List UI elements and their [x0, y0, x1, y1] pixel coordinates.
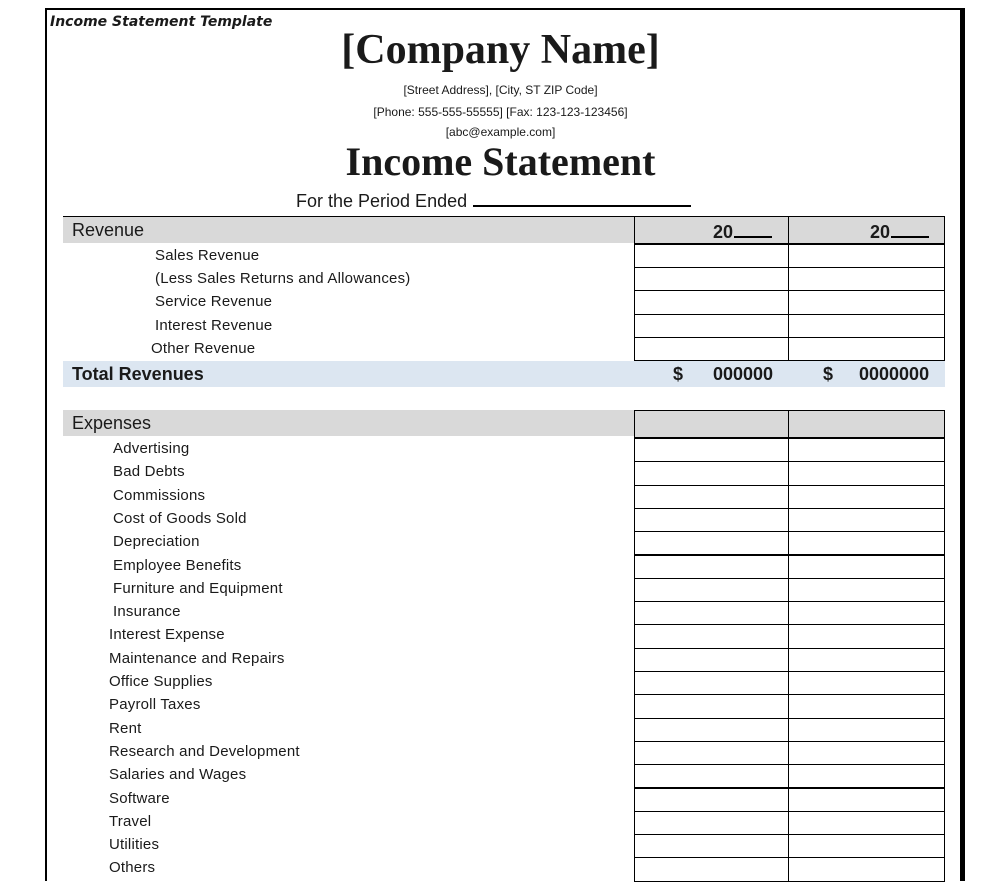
expense-row-year2-cell[interactable]: [788, 718, 945, 742]
expense-row-year1-cell[interactable]: [634, 485, 789, 509]
year1-prefix: 20: [713, 222, 734, 242]
expenses-section-title: Expenses: [72, 413, 152, 433]
revenue-header-band: [63, 217, 635, 243]
expense-row-year2-cell[interactable]: [788, 555, 945, 579]
page-border-top: [45, 8, 965, 10]
expense-row-label: Commissions: [113, 486, 206, 504]
expense-row-year2-cell[interactable]: [788, 834, 945, 858]
expense-row-year2-cell[interactable]: [788, 857, 945, 881]
revenue-row-year2-cell[interactable]: [788, 244, 945, 268]
total-revenues-year1[interactable]: 000000: [713, 364, 774, 384]
year2-blank[interactable]: [891, 220, 929, 238]
expense-row-year1-cell[interactable]: [634, 718, 789, 742]
expense-row-label: Furniture and Equipment: [113, 579, 283, 597]
expenses-year1-header-cell[interactable]: [634, 410, 789, 438]
company-phone-fax[interactable]: [Phone: 555-555-55555] [Fax: 123-123-123456]: [373, 105, 628, 119]
company-name[interactable]: [Company Name]: [341, 27, 660, 73]
expense-row-year1-cell[interactable]: [634, 578, 789, 602]
expense-row-label: Rent: [109, 719, 142, 737]
period-ended: [296, 189, 691, 212]
revenue-row-year1-cell[interactable]: [634, 337, 789, 361]
expense-row-year2-cell[interactable]: [788, 694, 945, 718]
total-year1-currency: $: [673, 364, 684, 384]
expense-row-label: Payroll Taxes: [109, 696, 201, 714]
company-email[interactable]: [abc@example.com]: [445, 125, 556, 139]
expense-row-year2-cell[interactable]: [788, 485, 945, 509]
expense-row-year2-cell[interactable]: [788, 811, 945, 835]
expense-row-year1-cell[interactable]: [634, 764, 789, 788]
expense-row-year2-cell[interactable]: [788, 788, 945, 812]
expense-row-label: Others: [109, 859, 156, 877]
expense-row-label: Advertising: [113, 440, 190, 457]
statement-title: Income Statement: [345, 139, 656, 184]
expense-row-year1-cell[interactable]: [634, 671, 789, 695]
expense-row-label: Depreciation: [113, 533, 200, 551]
expenses-year2-header-cell[interactable]: [788, 410, 945, 438]
document-label: Income Statement Template: [50, 14, 273, 30]
expense-row-label: Office Supplies: [109, 673, 213, 690]
expense-row-year1-cell[interactable]: [634, 601, 789, 625]
expense-row-year1-cell[interactable]: [634, 531, 789, 555]
revenue-row-year1-cell[interactable]: [634, 244, 789, 268]
expense-row-year2-cell[interactable]: [788, 508, 945, 532]
expense-row-label: Insurance: [113, 603, 181, 621]
revenue-row-year2-cell[interactable]: [788, 290, 945, 314]
expense-row-year2-cell[interactable]: [788, 578, 945, 602]
revenue-row-year1-cell[interactable]: [634, 314, 789, 338]
year1-header: [713, 220, 772, 243]
year2-header: [870, 220, 929, 243]
expense-row-year1-cell[interactable]: [634, 857, 789, 881]
expense-row-year1-cell[interactable]: [634, 438, 789, 462]
expense-row-year1-cell[interactable]: [634, 461, 789, 485]
expense-row-label: Employee Benefits: [113, 556, 242, 574]
expense-row-label: Cost of Goods Sold: [113, 509, 247, 527]
expense-row-year1-cell[interactable]: [634, 811, 789, 835]
revenue-row-year2-cell[interactable]: [788, 314, 945, 338]
expense-row-year2-cell[interactable]: [788, 671, 945, 695]
expense-row-label: Software: [109, 789, 170, 807]
expense-row-year2-cell[interactable]: [788, 741, 945, 765]
year1-blank[interactable]: [734, 220, 772, 238]
revenue-row-year2-cell[interactable]: [788, 267, 945, 291]
expense-row-year2-cell[interactable]: [788, 648, 945, 672]
revenue-row-year2-cell[interactable]: [788, 337, 945, 361]
expense-row-label: Utilities: [109, 836, 160, 854]
period-date-blank[interactable]: [473, 189, 691, 207]
expense-row-year1-cell[interactable]: [634, 788, 789, 812]
expense-row-year2-cell[interactable]: [788, 764, 945, 788]
expense-row-label: Bad Debts: [113, 463, 185, 481]
expense-row-year2-cell[interactable]: [788, 438, 945, 462]
year2-prefix: 20: [870, 222, 891, 242]
expense-row-year2-cell[interactable]: [788, 601, 945, 625]
revenue-row-label: Other Revenue: [151, 339, 256, 357]
revenue-row-label: Service Revenue: [155, 293, 273, 311]
expense-row-year1-cell[interactable]: [634, 508, 789, 532]
revenue-row-year1-cell[interactable]: [634, 290, 789, 314]
revenue-row-year1-cell[interactable]: [634, 267, 789, 291]
expense-row-label: Travel: [109, 812, 152, 830]
expense-row-year1-cell[interactable]: [634, 555, 789, 579]
expense-row-label: Interest Expense: [109, 626, 225, 644]
total-year2-currency: $: [823, 364, 834, 384]
expense-row-year1-cell[interactable]: [634, 834, 789, 858]
expense-row-label: Research and Development: [109, 742, 300, 760]
expense-row-year1-cell[interactable]: [634, 624, 789, 648]
revenue-row-label: Interest Revenue: [155, 316, 273, 334]
company-address[interactable]: [Street Address], [City, ST ZIP Code]: [403, 83, 598, 97]
period-label: For the Period Ended: [296, 191, 468, 211]
revenue-section-title: Revenue: [72, 220, 145, 240]
expense-row-year2-cell[interactable]: [788, 461, 945, 485]
expense-row-label: Maintenance and Repairs: [109, 649, 285, 667]
expense-row-label: Salaries and Wages: [109, 766, 247, 784]
total-revenues-label: Total Revenues: [72, 364, 204, 384]
revenue-row-label: (Less Sales Returns and Allowances): [155, 270, 411, 288]
revenue-row-label: Sales Revenue: [155, 247, 260, 264]
expense-row-year1-cell[interactable]: [634, 648, 789, 672]
total-revenues-year2[interactable]: 0000000: [859, 364, 930, 384]
expense-row-year1-cell[interactable]: [634, 741, 789, 765]
expense-row-year1-cell[interactable]: [634, 694, 789, 718]
expense-row-year2-cell[interactable]: [788, 531, 945, 555]
expense-row-year2-cell[interactable]: [788, 624, 945, 648]
